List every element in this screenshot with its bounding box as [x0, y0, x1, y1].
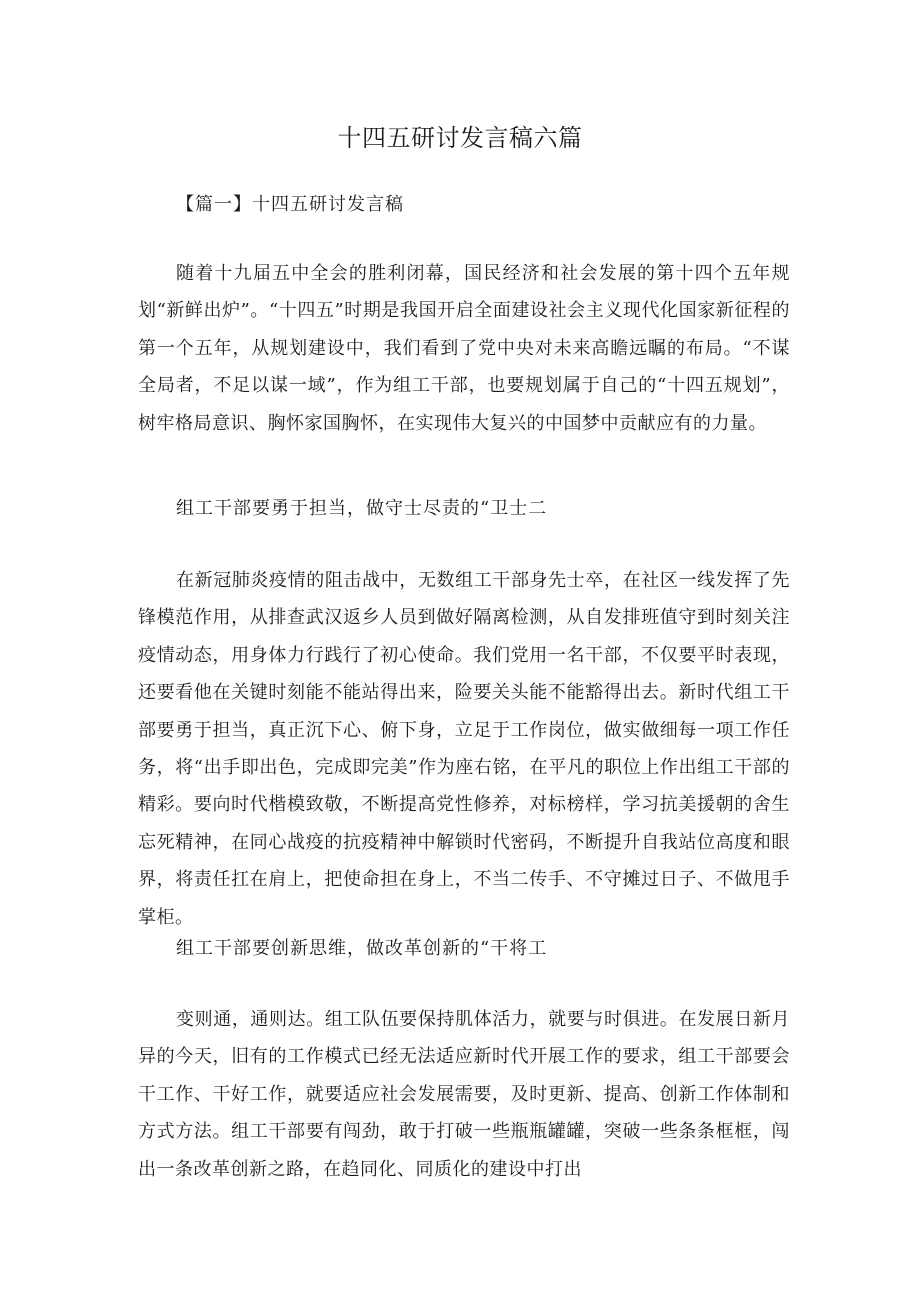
paragraph-responsibility: 在新冠肺炎疫情的阻击战中，无数组工干部身先士卒，在社区一线发挥了先锋模范作用，从排查武汉返乡人员到做好隔离检测，从自发排班值守到时刻关注疫情动态，用身体力行践行了初心使命。我们党用一名干部，不仅要平时表现，还要看他在关键时刻能不能站得出来，险要关头能不能豁得出去。新时代组工干部要勇于担当，真正沉下心、俯下身，立足于工作岗位，做实做细每一项工作任务，将“出手即出色，完成即完美”作为座右铭，在平凡的职位上作出组工干部的精彩。要向时代楷模致敬，不断提高党性修养，对标榜样，学习抗美援朝的舍生忘死精神，在同心战疫的抗疫精神中解锁时代密码，不断提升自我站位高度和眼界，将责任扛在肩上，把使命担在身上，不当二传手、不守摊过日子、不做甩手掌柜。: [138, 570, 790, 928]
subheading-innovation: 组工干部要创新思维，做改革创新的“干将工: [176, 938, 548, 959]
paragraph-intro: 随着十九届五中全会的胜利闭幕，国民经济和社会发展的第十四个五年规划“新鲜出炉”。“十四五”时期是我国开启全面建设社会主义现代化国家新征程的第一个五年，从规划建设中，我们看到了党中央对未来高瞻远瞩的布局。“不谋全局者，不足以谋一域”，作为组工干部，也要规划属于自己的“十四五规划”，树牢格局意识、胸怀家国胸怀，在实现伟大复兴的中国梦中贡献应有的力量。: [138, 263, 790, 434]
paragraph-innovation: 变则通，通则达。组工队伍要保持肌体活力，就要与时俱进。在发展日新月异的今天，旧有的工作模式已经无法适应新时代开展工作的要求，组工干部要会干工作、干好工作，就要适应社会发展需要，及时更新、提高、创新工作体制和方式方法。组工干部要有闯劲，敢于打破一些瓶瓶罐罐，突破一些条条框框，闯出一条改革创新之路，在趋同化、同质化的建设中打出: [138, 1009, 790, 1180]
section-label: 【篇一】十四五研讨发言稿: [176, 194, 404, 215]
document-title: 十四五研讨发言稿六篇: [337, 124, 583, 152]
subheading-responsibility: 组工干部要勇于担当，做守士尽责的“卫士二: [176, 498, 548, 519]
